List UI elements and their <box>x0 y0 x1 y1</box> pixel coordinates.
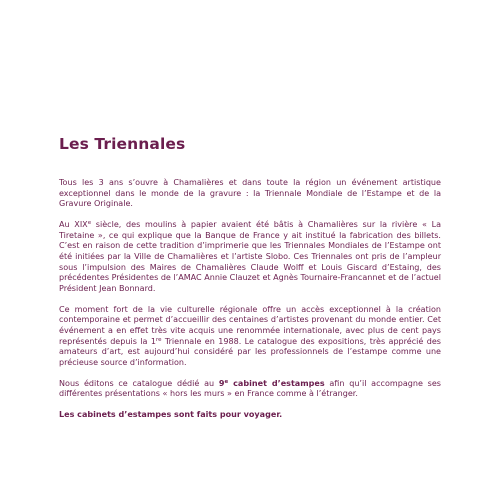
body-text <box>59 178 441 421</box>
catalogue-text-start: Nous éditons ce catalogue dédié au <box>59 378 219 388</box>
paragraph-catalogue <box>59 379 441 400</box>
catalogue-text-rest: afin qu’il accompagne ses différentes présentations « hors les murs » en France comme à l’étranger. <box>59 378 441 399</box>
cabinet-emphasis <box>219 379 325 388</box>
paragraph-event <box>59 305 441 369</box>
cabinet-ordinal-superscript: e <box>224 378 229 385</box>
paragraph-history <box>59 220 441 294</box>
event-text-start: Ce moment fort de la vie culturelle régionale offre un accès exceptionnel à la création contemporaine et permet d’accueillir des centaines d’artistes provenant du monde entier. Cet événement a en effet très vite acquis une renommée internationale, avec plus de cent pays représentés depuis la 1 <box>59 304 441 346</box>
event-text-rest: Triennale en 1988. Le catalogue des expositions, très apprécié des amateurs d’art, est aujourd’hui considéré par les professionnels de l’estampe comme une précieuse source d’information. <box>59 336 441 367</box>
paragraph-intro: Tous les 3 ans s’ouvre à Chamalières et dans toute la région un événement artistique exceptionnel dans le monde de la gravure : la Triennale Mondiale de l’Estampe et de la Gravure Originale. <box>59 178 441 209</box>
ordinal-superscript: re <box>155 336 162 343</box>
history-text-start: Au XIX <box>59 220 88 230</box>
page-title: Les Triennales <box>59 135 186 153</box>
cabinet-label: cabinet d’estampes <box>228 378 325 388</box>
century-superscript: e <box>87 220 92 227</box>
cabinet-number: 9 <box>218 378 225 388</box>
closing-statement: Les cabinets d’estampes sont faits pour voyager. <box>59 410 283 420</box>
history-text-rest: siècle, des moulins à papier avaient été bâtis à Chamalières sur la rivière « La Tiretaine », ce qui explique que la Banque de France y ait institué la fabrication des billets. C’est en raison de cette tradition d’imprimerie que les Triennales Mondiales de l’Estampe ont été initiées par la Ville de Chamalières et l’artiste Slobo. Ces Triennales ont pris de l’ampleur sous l’impulsion des Maires de Chamalières Claude Wolff et Louis Giscard d’Estaing, des précédentes Présidentes de l’AMAC Annie Clauzet et Agnès Tournaire-Francannet et de l’actuel Président Jean Bonnard. <box>59 220 441 293</box>
